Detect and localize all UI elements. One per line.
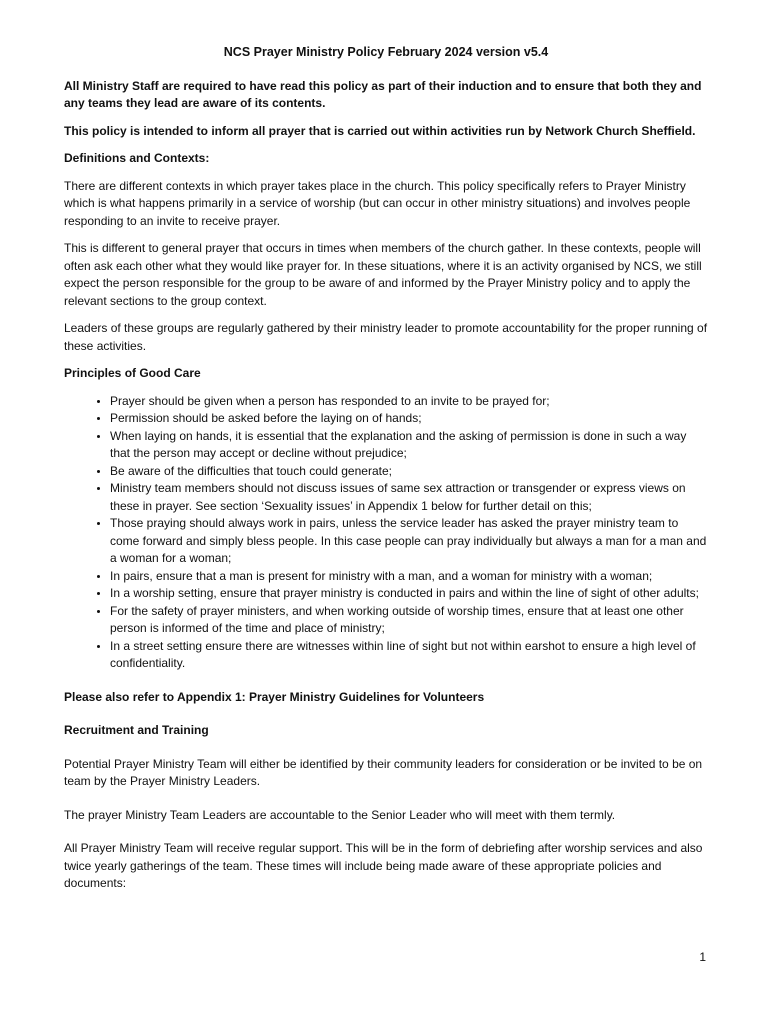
recruitment-paragraph-3: All Prayer Ministry Team will receive regular support. This will be in the form of debriefing after worship services and also twice yearly gatherings of the team. These times will include being made aware of these appropriate policies and documents: bbox=[64, 841, 703, 890]
list-item: • In a street setting ensure there are witnesses within line of sight but not within earshot to ensure a high level of confidentiality. bbox=[110, 638, 708, 673]
appendix-reference: Please also refer to Appendix 1: Prayer Ministry Guidelines for Volunteers bbox=[64, 689, 485, 704]
page-title: NCS Prayer Ministry Policy February 2024 version v5.4 bbox=[223, 45, 549, 59]
definitions-paragraph-2: This is different to general prayer that occurs in times when members of the church gather. In these contexts, people will often ask each other what they would like prayer for. In these situations, where it is an activity organised by NCS, we still expect the person responsible for the group to be aware of and informed by the Prayer Ministry policy and to apply the relevant sections to the group context. bbox=[64, 241, 702, 308]
definitions-heading: Definitions and Contexts: bbox=[64, 151, 210, 165]
principles-heading: Principles of Good Care bbox=[64, 366, 201, 380]
recruitment-paragraph-2: The prayer Ministry Team Leaders are accountable to the Senior Leader who will meet with them termly. bbox=[64, 807, 616, 822]
list-item: • Ministry team members should not discuss issues of same sex attraction or transgender or express views on these in prayer. See section ‘Sexuality issues’ in Appendix 1 below for further detail on this; bbox=[110, 480, 708, 515]
document-page bbox=[64, 44, 708, 903]
list-item: • Permission should be asked before the laying on of hands; bbox=[110, 410, 708, 428]
list-item: • Be aware of the difficulties that touch could generate; bbox=[110, 463, 708, 481]
definitions-paragraph-1: There are different contexts in which prayer takes place in the church. This policy specifically refers to Prayer Ministry which is what happens primarily in a service of worship (but can occur in other ministry situations) and involves people responding to an invite to receive prayer. bbox=[64, 178, 691, 228]
list-item: • Those praying should always work in pairs, unless the service leader has asked the prayer ministry team to come forward and simply bless people. In this case people can pray individually but always a man for a man and a woman for a woman; bbox=[110, 515, 708, 568]
recruitment-heading: Recruitment and Training bbox=[64, 723, 209, 737]
list-item: • For the safety of prayer ministers, and when working outside of worship times, ensure that at least one other person is informed of the time and place of ministry; bbox=[110, 603, 708, 638]
page-number: 1 bbox=[699, 950, 706, 964]
list-item: • In pairs, ensure that a man is present for ministry with a man, and a woman for ministry with a woman; bbox=[110, 568, 708, 586]
definitions-paragraph-3: Leaders of these groups are regularly gathered by their ministry leader to promote accountability for the proper running of these activities. bbox=[64, 321, 708, 353]
list-item: • Prayer should be given when a person has responded to an invite to be prayed for; bbox=[110, 393, 708, 411]
recruitment-paragraph-1: Potential Prayer Ministry Team will either be identified by their community leaders for consideration or be invited to be on team by the Prayer Ministry Leaders. bbox=[64, 756, 703, 788]
intro-induction-note: All Ministry Staff are required to have read this policy as part of their induction and to ensure that both they and any teams they lead are aware of its contents. bbox=[64, 78, 702, 110]
intro-scope-note: This policy is intended to inform all prayer that is carried out within activities run by Network Church Sheffield. bbox=[64, 123, 696, 138]
list-item: • In a worship setting, ensure that prayer ministry is conducted in pairs and within the line of sight of other adults; bbox=[110, 585, 708, 603]
list-item: • When laying on hands, it is essential that the explanation and the asking of permission is done in such a way that the person may accept or decline without prejudice; bbox=[110, 428, 708, 463]
principles-list bbox=[64, 393, 708, 673]
